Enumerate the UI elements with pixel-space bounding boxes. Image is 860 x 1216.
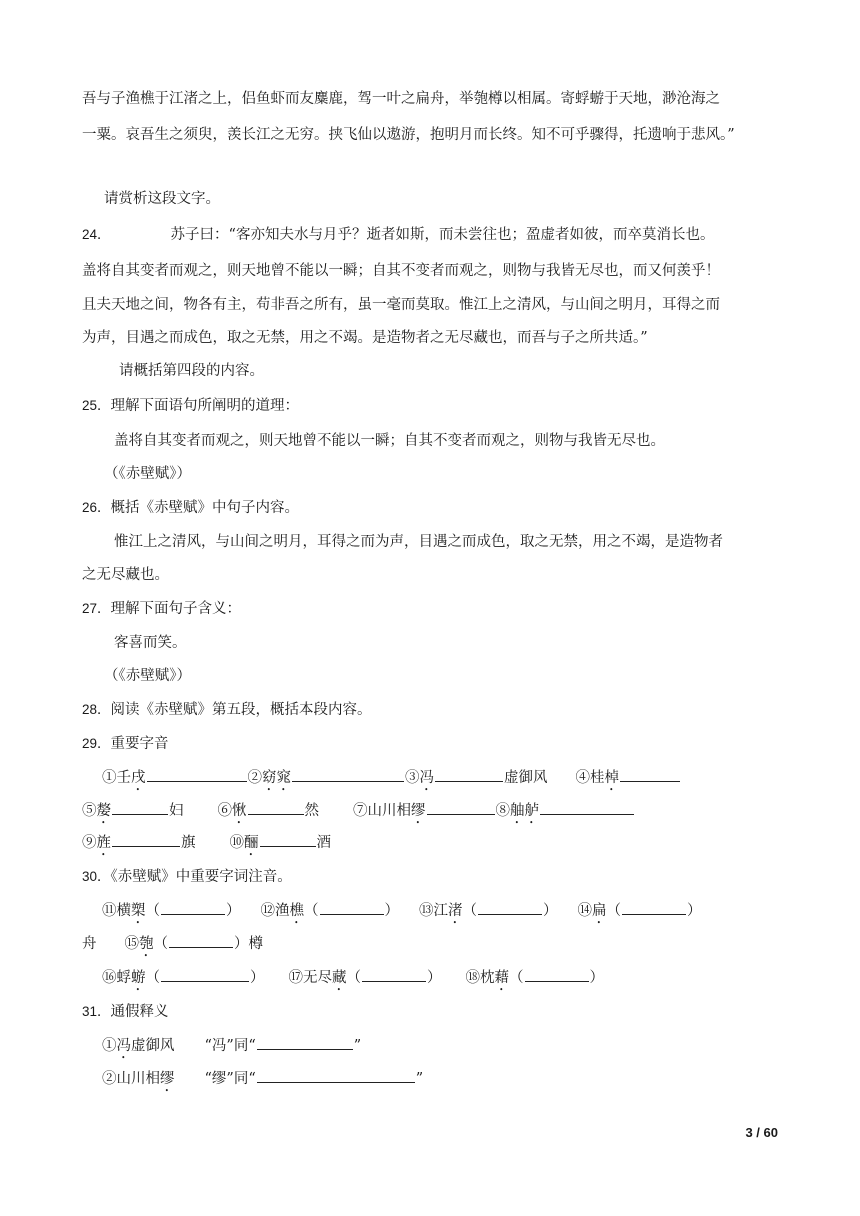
item-marker: ① xyxy=(102,770,117,786)
annotation-row-1 xyxy=(102,899,702,927)
question-number: 31． xyxy=(82,1004,111,1019)
target-char: 冯 xyxy=(419,770,434,786)
annotation-row-2 xyxy=(82,932,263,960)
item-marker: ⑭ xyxy=(577,903,592,919)
question-number: 29． xyxy=(82,736,111,751)
item-marker: ⑰ xyxy=(288,970,303,986)
question-text: 苏子曰：“客亦知夫水与月乎？逝者如斯，而未尝往也；盈虚者如彼，而卒莫消长也。 xyxy=(170,227,715,243)
answer-blank[interactable] xyxy=(435,766,503,782)
answer-blank[interactable] xyxy=(478,899,542,915)
paren: （ xyxy=(304,903,319,919)
target-char: 藉 xyxy=(494,970,509,986)
passage-line: 吾与子渔樵于江渚之上，侣鱼虾而友麋鹿，驾一叶之扁舟，举匏樽以相属。寄蜉蝣于天地，渺沧海之 xyxy=(82,91,720,107)
paren: ） xyxy=(384,903,399,919)
item-marker: ② xyxy=(102,1071,117,1087)
question-title: 理解下面语句所阐明的道理： xyxy=(110,398,300,414)
item-text: 虚御风 xyxy=(131,1038,175,1054)
item-text: 山川相 xyxy=(367,803,411,819)
target-char: 樵 xyxy=(289,903,304,919)
passage-line: 且夫天地之间，物各有主，苟非吾之所有，虽一毫而莫取。惟江上之清风，与山间之明月，耳得之而 xyxy=(82,297,720,313)
item-marker: ⑩ xyxy=(229,835,244,851)
target-char: 渚 xyxy=(448,903,463,919)
item-marker: ⑤ xyxy=(82,803,97,819)
paren: ） xyxy=(589,970,604,986)
paren: ） xyxy=(427,970,442,986)
target-char: 棹 xyxy=(604,770,619,786)
target-char: 愀 xyxy=(232,803,247,819)
answer-blank[interactable] xyxy=(161,966,249,982)
item-text: 樽 xyxy=(248,936,263,952)
passage-line: 盖将自其变者而观之，则天地曾不能以一瞬；自其不变者而观之，则物与我皆无尽也，而又何羡乎！ xyxy=(82,263,720,279)
target-char: 旌 xyxy=(96,835,111,851)
pinyin-row-3 xyxy=(82,831,331,859)
quote-text: 客喜而笑。 xyxy=(114,635,187,651)
item-marker: ④ xyxy=(575,770,590,786)
answer-blank[interactable] xyxy=(622,899,686,915)
question-number: 25． xyxy=(82,398,111,413)
item-marker: ① xyxy=(102,1038,117,1054)
note-text: ” xyxy=(415,1071,424,1087)
item-marker: ② xyxy=(247,770,262,786)
pinyin-row-2 xyxy=(82,799,635,827)
note-text: “缪”同“ xyxy=(204,1071,256,1087)
question-title: 《赤壁赋》中重要字词注音。 xyxy=(110,869,292,885)
item-text: 渔 xyxy=(275,903,290,919)
target-char: 匏 xyxy=(139,936,154,952)
item-text: 山川相 xyxy=(116,1071,160,1087)
question-title: 通假释义 xyxy=(110,1004,169,1020)
pinyin-row-1 xyxy=(102,766,681,794)
item-marker: ⑬ xyxy=(419,903,434,919)
target-char: 酾 xyxy=(244,835,259,851)
answer-blank[interactable] xyxy=(525,966,589,982)
item-text: 横 xyxy=(116,903,131,919)
answer-blank[interactable] xyxy=(427,799,495,815)
target-char: 壬 xyxy=(116,770,131,786)
question-number: 26． xyxy=(82,500,111,515)
item-text: 虚御风 xyxy=(504,770,548,786)
quote-text: 盖将自其变者而观之，则天地曾不能以一瞬；自其不变者而观之，则物与我皆无尽也。 xyxy=(114,433,665,449)
item-marker: ⑯ xyxy=(102,970,117,986)
target-char: 嫠 xyxy=(96,803,111,819)
passage-line: 一粟。哀吾生之须臾，羡长江之无穷。挟飞仙以遨游，抱明月而长终。知不可乎骤得，托遗响于悲风。” xyxy=(82,127,735,143)
target-char: 蝣 xyxy=(131,970,146,986)
paren: ） xyxy=(543,903,558,919)
target-char: 冯 xyxy=(116,1038,131,1054)
page-number: 3 / 60 xyxy=(745,1125,778,1140)
answer-blank[interactable] xyxy=(320,899,384,915)
paren: （ xyxy=(145,903,160,919)
item-marker: ⑪ xyxy=(102,903,117,919)
item-marker: ⑮ xyxy=(124,936,139,952)
target-char: 窕 xyxy=(276,770,291,786)
tongjia-row-2 xyxy=(102,1067,423,1095)
question-30 xyxy=(82,866,292,888)
answer-blank[interactable] xyxy=(260,831,316,847)
item-text: 枕 xyxy=(480,970,495,986)
target-char: 舻 xyxy=(524,803,539,819)
answer-blank[interactable] xyxy=(169,932,233,948)
question-number: 30． xyxy=(82,869,111,884)
item-marker: ⑫ xyxy=(260,903,275,919)
question-prompt: 请赏析这段文字。 xyxy=(104,191,220,207)
answer-blank[interactable] xyxy=(362,966,426,982)
answer-blank[interactable] xyxy=(112,831,180,847)
target-char: 窈 xyxy=(262,770,277,786)
source-note: （《赤壁赋》） xyxy=(104,668,191,684)
question-31 xyxy=(82,1001,169,1023)
note-text: “冯”同“ xyxy=(204,1038,256,1054)
item-marker: ⑨ xyxy=(82,835,97,851)
target-char: 桂 xyxy=(590,770,605,786)
answer-blank[interactable] xyxy=(112,799,168,815)
paren: ） xyxy=(687,903,702,919)
annotation-row-3 xyxy=(102,966,604,994)
paren: ） xyxy=(226,903,241,919)
item-marker: ③ xyxy=(405,770,420,786)
target-char: 扁 xyxy=(592,903,607,919)
paren: （ xyxy=(462,903,477,919)
item-text: 江 xyxy=(433,903,448,919)
target-char: 槊 xyxy=(131,903,146,919)
note-text: ” xyxy=(353,1038,362,1054)
target-char: 戌 xyxy=(131,770,146,786)
paren: （ xyxy=(153,936,168,952)
question-28 xyxy=(82,699,372,721)
paren: ） xyxy=(234,936,249,952)
paren: （ xyxy=(346,970,361,986)
answer-blank[interactable] xyxy=(147,766,247,782)
item-text: 旗 xyxy=(181,835,196,851)
question-number: 24． xyxy=(82,227,111,242)
answer-blank[interactable] xyxy=(161,899,225,915)
item-marker: ⑦ xyxy=(353,803,368,819)
item-text: 无尽 xyxy=(303,970,332,986)
item-marker: ⑧ xyxy=(495,803,510,819)
item-text: 然 xyxy=(304,803,319,819)
question-number: 28． xyxy=(82,702,111,717)
paren: （ xyxy=(606,903,621,919)
question-number: 27． xyxy=(82,601,111,616)
quote-text: 惟江上之清风，与山间之明月，耳得之而为声，目遇之而成色，取之无禁，用之不竭，是造物者 xyxy=(114,534,723,550)
item-text: 妇 xyxy=(169,803,184,819)
target-char: 舳 xyxy=(510,803,525,819)
question-title: 阅读《赤壁赋》第五段，概括本段内容。 xyxy=(110,702,372,718)
item-text: 舟 xyxy=(82,936,97,952)
item-text: 酒 xyxy=(316,835,331,851)
target-char: 藏 xyxy=(332,970,347,986)
answer-blank[interactable] xyxy=(620,766,680,782)
question-25 xyxy=(82,395,299,417)
question-title: 重要字音 xyxy=(110,736,169,752)
answer-blank[interactable] xyxy=(257,1034,353,1050)
answer-blank[interactable] xyxy=(292,766,404,782)
answer-blank[interactable] xyxy=(540,799,634,815)
question-title: 概括《赤壁赋》中句子内容。 xyxy=(110,500,300,516)
target-char: 蜉 xyxy=(116,970,131,986)
tongjia-row-1 xyxy=(102,1034,361,1062)
paren: （ xyxy=(509,970,524,986)
paren: （ xyxy=(145,970,160,986)
target-char: 缪 xyxy=(411,803,426,819)
question-26 xyxy=(82,497,299,519)
item-marker: ⑥ xyxy=(217,803,232,819)
item-marker: ⑱ xyxy=(465,970,480,986)
target-char: 缪 xyxy=(160,1071,175,1087)
paren: ） xyxy=(250,970,265,986)
question-29 xyxy=(82,733,169,755)
answer-blank[interactable] xyxy=(257,1067,415,1083)
quote-text: 之无尽藏也。 xyxy=(82,567,169,583)
answer-blank[interactable] xyxy=(248,799,304,815)
question-27 xyxy=(82,598,241,620)
question-24 xyxy=(82,224,714,246)
passage-line: 为声，目遇之而成色，取之无禁，用之不竭。是造物者之无尽藏也，而吾与子之所共适。” xyxy=(82,330,648,346)
question-title: 理解下面句子含义： xyxy=(110,601,242,617)
source-note: （《赤壁赋》） xyxy=(104,466,191,482)
question-prompt: 请概括第四段的内容。 xyxy=(119,363,264,379)
